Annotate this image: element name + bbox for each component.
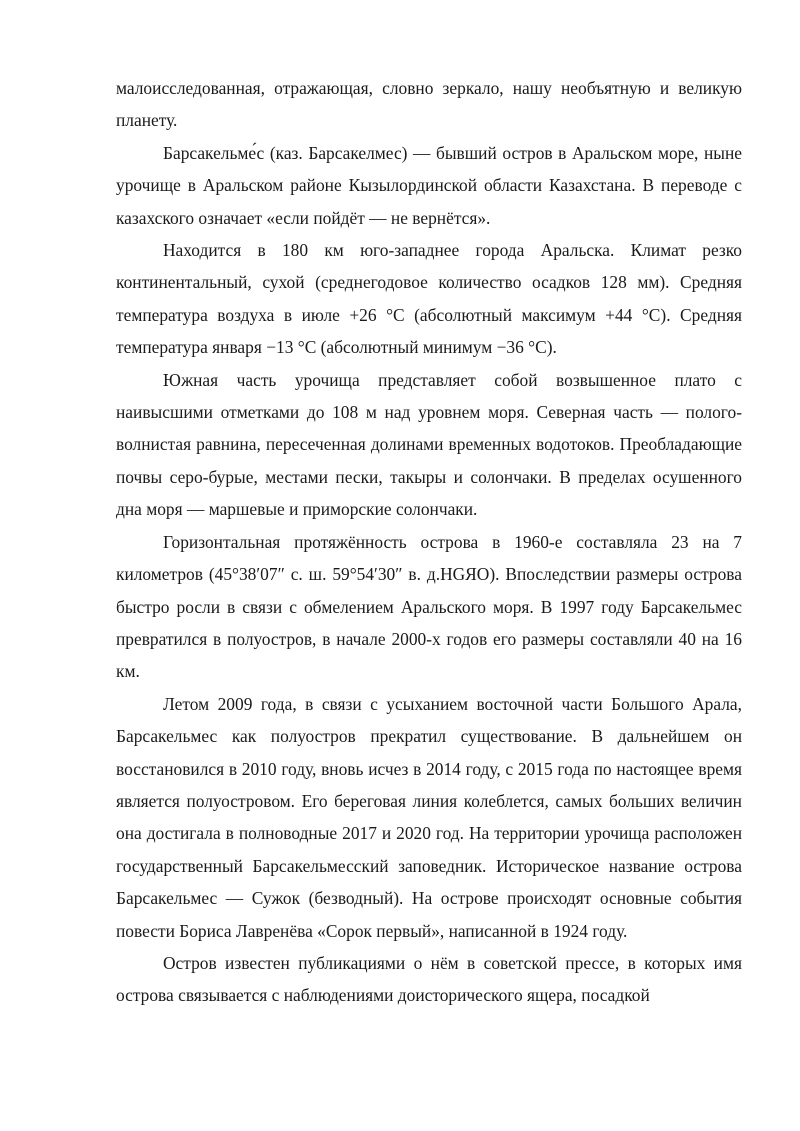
paragraph-relief-soils: Южная часть урочища представляет собой возвышенное плато с наивысшими отметками до 108 м над уровнем моря. Северная часть — полого-волнистая равнина, пересеченная долинами временных водотоков. Преобладающие почвы серо-бурые, местами пески, такыры и солончаки. В пределах осушенного дна моря — маршевые и приморские солончаки. bbox=[116, 369, 742, 520]
paragraph-location-climate: Находится в 180 км юго-западнее города Аральска. Климат резко континентальный, сухой (среднегодовое количество осадков 128 мм). Средняя температура воздуха в июле +26 °C (абсолютный максимум +44 °C). Средняя температура января −13 °C (абсолютный минимум −36 °C). bbox=[116, 240, 742, 358]
paragraph-continuation: малоисследованная, отражающая, словно зеркало, нашу необъятную и великую планету. bbox=[116, 78, 742, 131]
paragraph-dimensions: Горизонтальная протяжённость острова в 1960-е составляла 23 на 7 километров (45°38′07″ с. ш. 59°54′30″ в. д.HGЯO). Впоследствии размеры острова быстро росли в связи с обмелением Аральского моря. В 1997 году Барсакельмес превратился в полуостров, в начале 2000-х годов его размеры составляли 40 на 16 км. bbox=[116, 531, 742, 682]
paragraph-publications: Остров известен публикациями о нём в советской прессе, в которых имя острова связывается с наблюдениями доисторического ящера, посадкой bbox=[116, 952, 742, 1006]
paragraph-history: Летом 2009 года, в связи с усыханием восточной части Большого Арала, Барсакельмес как полуостров прекратил существование. В дальнейшем он восстановился в 2010 году, вновь исчез в 2014 году, с 2015 года по настоящее время является полуостровом. Его береговая линия колеблется, самых больших величин она достигала в полноводные 2017 и 2020 год. На территории урочища расположен государственный Барсакельмесский заповедник. Историческое название острова Барсакельмес — Сужок (безводный). На острове происходят основные события повести Бориса Лавренёва «Сорок первый», написанной в 1924 году. bbox=[116, 693, 742, 941]
document-page bbox=[116, 72, 742, 1012]
paragraph-name-origin: Барсакельме́с (каз. Барсакелмес) — бывший остров в Аральском море, ныне урочище в Аральском районе Кызылординской области Казахстана. В переводе с казахского означает «если пойдёт — не вернётся». bbox=[116, 142, 742, 228]
